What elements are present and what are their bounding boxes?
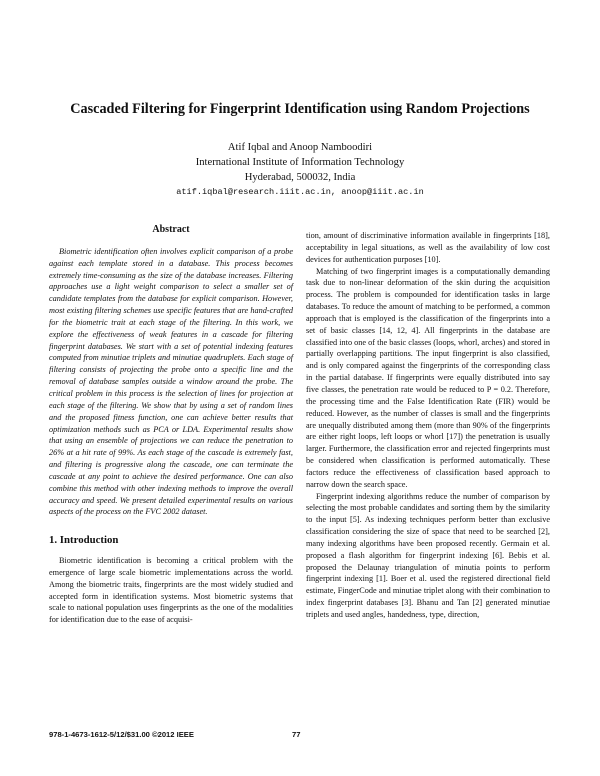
- right-paragraph-3: Fingerprint indexing algorithms reduce the number of comparison by selecting the most probable candidates and sorting them by the similarity to the input [5]. As indexing techniques perform better than exclusive classification considering the size of space that need to be searched [2], many indexing algorithms have been proposed recently. Germain et al. proposed a flash algorithm for fingerprint indexing [6]. Bebis et al. proposed the Delaunay triangulation of minutia points to perform fingerprint indexing [1]. Boer et al. used the registered directional field estimate, FingerCode and minutiae triplet along with their combination to index fingerprint databases [3]. Bhanu and Tan [2] generated minutiae triplets and used angles, handedness, type, direction,: [306, 491, 550, 619]
- author-names: Atif Iqbal and Anoop Namboodiri: [227, 142, 373, 153]
- introduction-text: Biometric identification is becoming a critical problem with the emergence of large scale biometric implementations across the world. Among the biometric traits, fingerprints are the most widely studied and accepted form in identification systems. Most biometric systems that scale to national population uses fingerprints as the one of the modalities for identification due to the ease of acquisi-: [49, 556, 293, 625]
- abstract-heading: Abstract: [152, 224, 190, 235]
- author-emails: atif.iqbal@research.iiit.ac.in, anoop@iiit.ac.in: [176, 187, 424, 197]
- left-column: [49, 224, 293, 626]
- right-paragraph-1: tion, amount of discriminative information available in fingerprints [18], acceptability in legal situations, as well as the availability of low cost devices for authentication purposes [10].: [306, 231, 550, 264]
- paper-title: Cascaded Filtering for Fingerprint Identification using Random Projections: [70, 101, 530, 117]
- introduction-heading: 1. Introduction: [49, 534, 119, 547]
- right-paragraph-2: Matching of two fingerprint images is a computationally demanding task due to non-linear deformation of the skin during the acquisition process. The problem is compounded for identification tasks in large databases. To reduce the amount of matching to be performed, a common approach that is employed is the classification of the fingerprints into a set of basic classes [14, 12, 4]. All fingerprints in the database are classified into one of the basic classes (loops, whorl, arches) and stored in partially overlapping partitions. The input fingerprint is also classified, and is only compared against the fingerprints of the corresponding class in the partial database. If fingerprints were equally distributed into say five classes, the penetration rate would be reduced to P = 0.2. Therefore, the processing time and the False Identification Rate (FIR) would be reduced. However, as the number of classes is small and the fingerprints are unequally distributed among them (more than 90% of the fingerprints are either right loops, left loops or whorl [17]) the penetration is usually larger. Furthermore, the classification error and rejected fingerprints must be considered when classification is performed automatically. These factors reduce the effectiveness of classification based approach to narrow down the search space.: [306, 266, 550, 489]
- footer-isbn: 978-1-4673-1612-5/12/$31.00 ©2012 IEEE: [49, 730, 194, 739]
- page-number: 77: [292, 730, 301, 739]
- author-affiliation: International Institute of Information Technology: [195, 157, 405, 168]
- right-column: [306, 230, 550, 621]
- abstract-text: Biometric identification often involves explicit comparison of a probe against each template stored in a database. This process becomes extremely time-consuming as the size of the database increases. Filtering approaches use a light weight comparison to select a smaller set of candidate templates from the database for explicit comparison. However, most existing filtering schemes use specific features that are hand-crafted for the biometric trait at each stage of the filtering. In this work, we explore the effectiveness of weak features in a cascade for filtering fingerprint databases. We start with a set of potential indexing features computed from minutiae triplets and minutiae quadruplets. Each stage of filtering consists of projecting the probe onto a specific line and the removal of database samples outside a window around the probe. The critical problem in this process is the selection of lines for projection at each stage of the filtering. We show that by using a set of random lines and the proposed fitness function, one can achieve better results that optimization methods such as PCA or LDA. Experimental results show that using an ensemble of projections we can reduce the penetration to 26% at a hit rate of 99%. As each stage of the cascade is extremely fast, and filtering is progressive along the cascade, one can terminate the cascade at any point to achieve the desired performance. One can also combine this method with other indexing methods to improve the overall accuracy and speed. We present detailed experimental results on various aspects of the process on the FVC 2002 dataset.: [49, 246, 293, 517]
- author-location: Hyderabad, 500032, India: [244, 172, 356, 183]
- author-block: [0, 140, 600, 200]
